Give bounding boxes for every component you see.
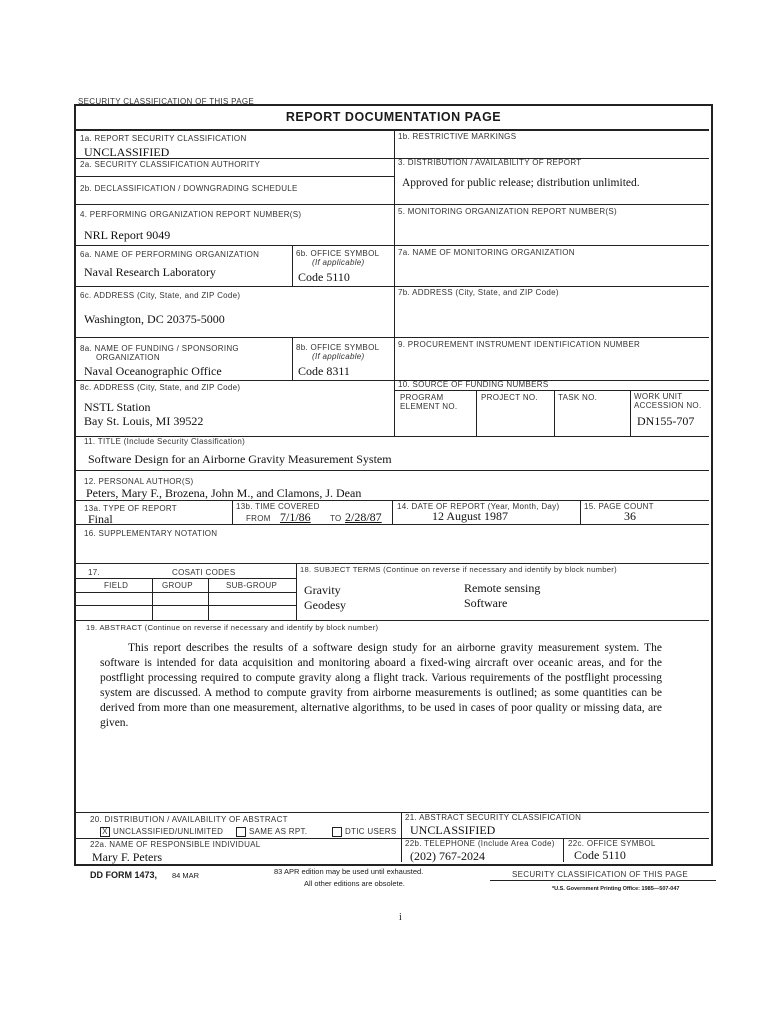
option-label: SAME AS RPT.	[249, 827, 308, 837]
option-label: DTIC USERS	[345, 827, 397, 837]
value-3: Approved for public release; distribution unlimited.	[402, 177, 640, 189]
divider	[401, 838, 402, 862]
label-4: 4. PERFORMING ORGANIZATION REPORT NUMBER(S)	[80, 210, 302, 219]
label-8a: 8a. NAME OF FUNDING / SPONSORING	[80, 344, 239, 353]
divider	[76, 524, 709, 525]
label-6b: 6b. OFFICE SYMBOL	[296, 249, 380, 258]
value-22c: Code 5110	[574, 848, 626, 862]
value-to: 2/28/87	[345, 510, 382, 524]
divider	[76, 605, 296, 606]
option-same-as-rpt	[236, 827, 307, 837]
label-7a: 7a. NAME OF MONITORING ORGANIZATION	[398, 248, 575, 257]
divider	[152, 578, 153, 620]
divider	[394, 390, 709, 391]
label-16: 16. SUPPLEMENTARY NOTATION	[84, 529, 218, 538]
value-11: Software Design for an Airborne Gravity Measurement System	[88, 452, 392, 466]
label-8c: 8c. ADDRESS (City, State, and ZIP Code)	[80, 383, 241, 392]
value-6a: Naval Research Laboratory	[84, 265, 216, 279]
divider	[76, 620, 709, 621]
divider	[296, 563, 297, 620]
label-22b: 22b. TELEPHONE (Include Area Code)	[405, 839, 555, 848]
subject-term-software: Software	[464, 596, 508, 610]
label-1a: 1a. REPORT SECURITY CLASSIFICATION	[80, 134, 247, 143]
divider	[476, 390, 477, 436]
label-8a-org: ORGANIZATION	[96, 353, 160, 362]
label-work-unit: WORK UNIT ACCESSION NO.	[634, 392, 702, 410]
bottom-classification-caption: SECURITY CLASSIFICATION OF THIS PAGE	[512, 870, 689, 879]
label-12: 12. PERSONAL AUTHOR(S)	[84, 477, 194, 486]
label-10: 10. SOURCE OF FUNDING NUMBERS	[398, 380, 549, 389]
divider	[630, 390, 631, 436]
label-18: 18. SUBJECT TERMS (Continue on reverse if necessary and identify by block number)	[300, 565, 617, 574]
option-unclassified-unlimited	[100, 827, 223, 837]
divider	[76, 563, 709, 564]
value-22b: (202) 767-2024	[410, 849, 485, 863]
subject-term-gravity: Gravity	[304, 583, 341, 597]
label-from: FROM	[246, 514, 271, 523]
label-1b: 1b. RESTRICTIVE MARKINGS	[398, 132, 517, 141]
checkbox-dtic-users	[332, 827, 342, 837]
label-5: 5. MONITORING ORGANIZATION REPORT NUMBER(S)	[398, 207, 617, 216]
option-label: UNCLASSIFIED/UNLIMITED	[113, 827, 224, 837]
sub-6b: (If applicable)	[312, 258, 365, 267]
label-14: 14. DATE OF REPORT (Year, Month, Day)	[397, 502, 560, 511]
value-8b: Code 8311	[298, 364, 350, 378]
label-task-no: TASK NO.	[558, 393, 598, 402]
divider	[76, 204, 709, 205]
value-21: UNCLASSIFIED	[410, 823, 496, 837]
divider	[76, 245, 709, 246]
edition-note: 83 APR edition may be used until exhausted.	[274, 867, 424, 876]
sub-8b: (If applicable)	[312, 352, 365, 361]
value-6c: Washington, DC 20375-5000	[84, 312, 225, 326]
divider	[76, 129, 709, 131]
label-21: 21. ABSTRACT SECURITY CLASSIFICATION	[405, 813, 582, 822]
divider	[76, 812, 709, 813]
value-13a: Final	[88, 512, 113, 526]
label-program-element: PROGRAM ELEMENT NO.	[400, 393, 458, 411]
label-6a: 6a. NAME OF PERFORMING ORGANIZATION	[80, 250, 260, 259]
divider	[554, 390, 555, 436]
value-4: NRL Report 9049	[84, 228, 171, 242]
value-from: 7/1/86	[280, 510, 311, 524]
label-7b: 7b. ADDRESS (City, State, and ZIP Code)	[398, 288, 559, 297]
value-1a: UNCLASSIFIED	[84, 145, 170, 159]
value-6b: Code 5110	[298, 270, 350, 284]
checkbox-same-as-rpt	[236, 827, 246, 837]
label-22c: 22c. OFFICE SYMBOL	[568, 839, 656, 848]
label-13a: 13a. TYPE OF REPORT	[84, 504, 177, 513]
label-field: FIELD	[104, 581, 129, 590]
divider	[490, 880, 716, 881]
label-2b: 2b. DECLASSIFICATION / DOWNGRADING SCHEDULE	[80, 184, 298, 193]
label-22a: 22a. NAME OF RESPONSIBLE INDIVIDUAL	[90, 840, 261, 849]
value-work-unit: DN155-707	[637, 414, 695, 428]
divider	[208, 578, 209, 620]
divider	[76, 337, 709, 338]
label-15: 15. PAGE COUNT	[584, 502, 654, 511]
value-14: 12 August 1987	[432, 509, 509, 523]
divider	[580, 500, 581, 524]
divider	[76, 176, 394, 177]
divider	[76, 470, 709, 471]
label-8b: 8b. OFFICE SYMBOL	[296, 343, 380, 352]
checkbox-unclassified: X	[100, 827, 110, 837]
value-22a: Mary F. Peters	[92, 850, 163, 864]
label-11: 11. TITLE (Include Security Classification)	[84, 437, 246, 446]
divider	[76, 158, 709, 159]
label-subgroup: SUB-GROUP	[226, 581, 278, 590]
page-number: i	[399, 912, 402, 923]
label-13b: 13b. TIME COVERED	[236, 502, 320, 511]
page-title: REPORT DOCUMENTATION PAGE	[285, 110, 502, 124]
label-19: 19. ABSTRACT (Continue on reverse if necessary and identify by block number)	[86, 623, 379, 632]
subject-term-geodesy: Geodesy	[304, 598, 346, 612]
value-12: Peters, Mary F., Brozena, John M., and Clamons, J. Dean	[86, 486, 362, 500]
option-dtic-users	[332, 827, 396, 837]
gpo-imprint: *U.S. Government Printing Office: 1985—507-047	[552, 886, 680, 892]
top-classification-caption: SECURITY CLASSIFICATION OF THIS PAGE	[78, 97, 255, 106]
label-cosati: COSATI CODES	[172, 568, 236, 577]
label-to: TO	[330, 514, 342, 523]
obsolete-note: All other editions are obsolete.	[304, 879, 405, 888]
divider	[292, 338, 293, 380]
label-17: 17.	[88, 568, 101, 577]
label-project-no: PROJECT NO.	[481, 393, 538, 402]
divider	[392, 500, 393, 524]
subject-term-remote-sensing: Remote sensing	[464, 581, 541, 595]
form-date: 84 MAR	[172, 871, 200, 880]
divider	[76, 592, 296, 593]
divider	[76, 286, 709, 287]
abstract-text: This report describes the results of a software design study for an airborne gravity measurement system. The software is intended for data acquisition and monitoring aboard a fixed-wing aircraft over oceanic areas, and for the postflight processing required to compute gravity along a flight track. Various requirements of the postflight processing system are discussed. A method to compute gravity from airborne measurements is outlined; as some quantities can be derived from more than one measurement, alternative algorithms, to be used in cases of poor quality or missing data, are given.	[100, 642, 662, 729]
value-8c-line2: Bay St. Louis, MI 39522	[84, 414, 204, 428]
form-number: DD FORM 1473,	[90, 870, 158, 880]
value-8c-line1: NSTL Station	[84, 400, 151, 414]
label-20: 20. DISTRIBUTION / AVAILABILITY OF ABSTRACT	[90, 815, 288, 824]
divider	[76, 578, 296, 579]
divider	[232, 500, 233, 524]
divider	[401, 812, 402, 838]
divider	[292, 246, 293, 286]
label-2a: 2a. SECURITY CLASSIFICATION AUTHORITY	[80, 160, 261, 169]
label-9: 9. PROCUREMENT INSTRUMENT IDENTIFICATION NUMBER	[398, 340, 641, 349]
label-group: GROUP	[162, 581, 193, 590]
label-3: 3. DISTRIBUTION / AVAILABILITY OF REPORT	[398, 158, 582, 167]
value-15: 36	[624, 509, 636, 523]
divider	[76, 380, 709, 381]
divider	[563, 838, 564, 862]
value-8a: Naval Oceanographic Office	[84, 364, 222, 378]
label-6c: 6c. ADDRESS (City, State, and ZIP Code)	[80, 291, 241, 300]
